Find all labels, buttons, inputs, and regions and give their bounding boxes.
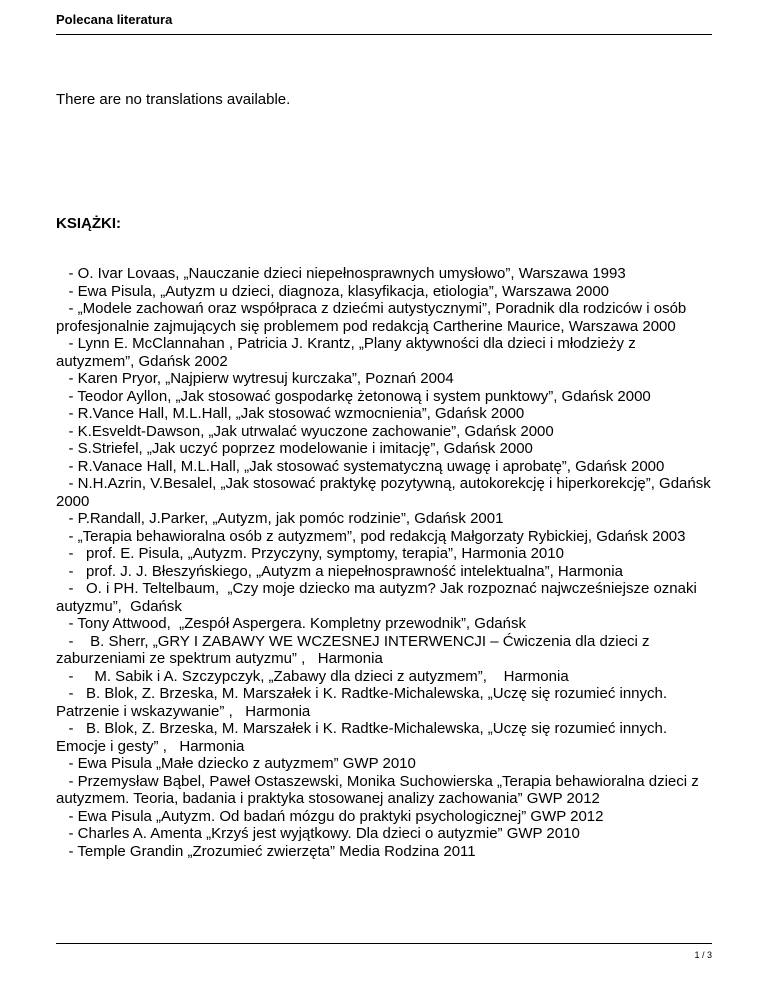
book-list-item: - N.H.Azrin, V.Besalel, „Jak stosować praktykę pozytywną, autokorekcję i hiperkorekcję”, Gdańsk 2000 (56, 475, 715, 510)
book-list-item: - Karen Pryor, „Najpierw wytresuj kurczaka”, Poznań 2004 (56, 370, 454, 387)
book-list-item: - „Modele zachowań oraz współpraca z dziećmi autystycznymi”, Poradnik dla rodziców i osób profesjonalnie zajmujących się problemem pod redakcją Cartherine Maurice, Warszawa 2000 (56, 300, 691, 335)
book-list-item: - Lynn E. McClannahan , Patricia J. Krantz, „Plany aktywności dla dzieci i młodzieży z autyzmem”, Gdańsk 2002 (56, 335, 640, 370)
page-number: 1 / 3 (694, 950, 712, 960)
book-list-item: - Ewa Pisula „Autyzm. Od badań mózgu do praktyki psychologicznej” GWP 2012 (56, 807, 604, 825)
books-section-heading: KSIĄŻKI: (56, 215, 121, 232)
footer-divider (56, 943, 712, 944)
book-list-item: - Tony Attwood, „Zespół Aspergera. Kompletny przewodnik”, Gdańsk (56, 615, 526, 632)
no-translations-notice: There are no translations available. (56, 91, 291, 108)
book-list-item: - M. Sabik i A. Szczypczyk, „Zabawy dla dzieci z autyzmem”, Harmonia (56, 667, 569, 685)
book-list-item: - O. i PH. Teltelbaum, „Czy moje dziecko ma autyzm? Jak rozpoznać najwcześniejsze oznaki autyzmu”, Gdańsk (56, 580, 701, 615)
book-list-item: - S.Striefel, „Jak uczyć poprzez modelowanie i imitację”, Gdańsk 2000 (56, 440, 533, 457)
book-list-item: - prof. E. Pisula, „Autyzm. Przyczyny, symptomy, terapia”, Harmonia 2010 (56, 545, 564, 562)
book-list-item: - P.Randall, J.Parker, „Autyzm, jak pomóc rodzinie”, Gdańsk 2001 (56, 510, 504, 527)
page-header-title: Polecana literatura (56, 12, 173, 27)
book-list-item: - R.Vanace Hall, M.L.Hall, „Jak stosować systematyczną uwagę i aprobatę”, Gdańsk 2000 (56, 457, 665, 475)
book-list-item: - B. Sherr, „GRY I ZABAWY WE WCZESNEJ INTERWENCJI – Ćwiczenia dla dzieci z zaburzeniami ze spektrum autyzmu” , Harmonia (56, 632, 654, 667)
book-list-item: - Teodor Ayllon, „Jak stosować gospodarkę żetonową i system punktowy”, Gdańsk 2000 (56, 387, 651, 405)
header-divider (56, 34, 712, 35)
book-list-item: - Ewa Pisula, „Autyzm u dzieci, diagnoza, klasyfikacja, etiologia”, Warszawa 2000 (56, 282, 610, 300)
book-list-item: - Temple Grandin „Zrozumieć zwierzęta” Media Rodzina 2011 (56, 842, 476, 860)
book-list-item: - K.Esveldt-Dawson, „Jak utrwalać wyuczone zachowanie”, Gdańsk 2000 (56, 422, 554, 440)
book-list-item: - B. Blok, Z. Brzeska, M. Marszałek i K. Radtke-Michalewska, „Uczę się rozumieć innych. Emocje i gesty” , Harmonia (56, 720, 672, 755)
book-list-item: - B. Blok, Z. Brzeska, M. Marszałek i K. Radtke-Michalewska, „Uczę się rozumieć innych. Patrzenie i wskazywanie” , Harmonia (56, 685, 672, 720)
book-list (56, 265, 716, 860)
book-list-item: - R.Vance Hall, M.L.Hall, „Jak stosować wzmocnienia”, Gdańsk 2000 (56, 405, 525, 422)
book-list-item: - prof. J. J. Błeszyńskiego, „Autyzm a niepełnosprawność intelektualna”, Harmonia (56, 562, 623, 580)
book-list-item: - Ewa Pisula „Małe dziecko z autyzmem” GWP 2010 (56, 755, 416, 772)
book-list-item: - „Terapia behawioralna osób z autyzmem”, pod redakcją Małgorzaty Rybickiej, Gdańsk 2003 (56, 527, 686, 545)
book-list-item: - Charles A. Amenta „Krzyś jest wyjątkowy. Dla dzieci o autyzmie” GWP 2010 (56, 825, 580, 842)
book-list-item: - O. Ivar Lovaas, „Nauczanie dzieci niepełnosprawnych umysłowo”, Warszawa 1993 (56, 265, 626, 282)
book-list-item: - Przemysław Bąbel, Paweł Ostaszewski, Monika Suchowierska „Terapia behawioralna dzieci z autyzmem. Teoria, badania i praktyka stosowanej analizy zachowania” GWP 2012 (56, 772, 703, 807)
